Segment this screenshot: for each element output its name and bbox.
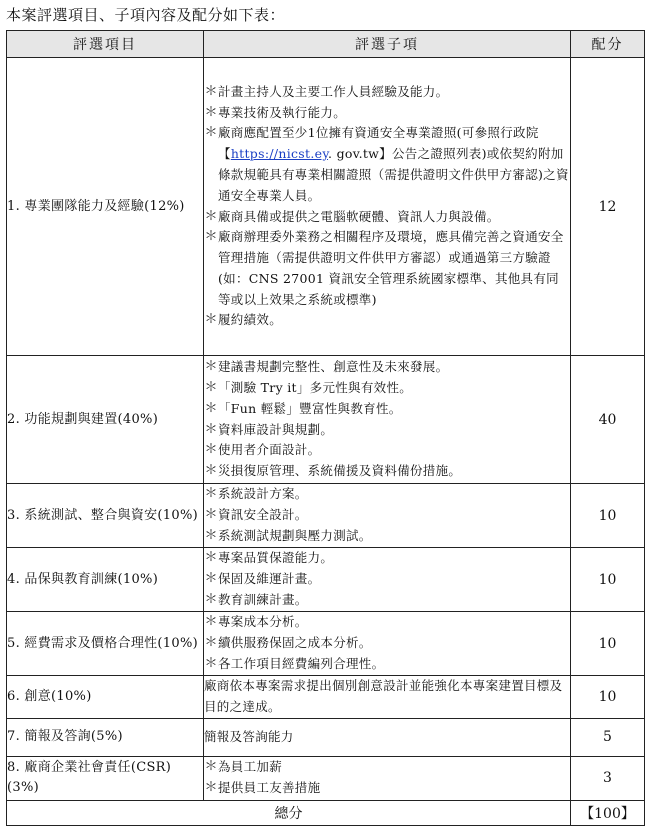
list-item: ＊ 使用者介面設計。	[204, 440, 570, 461]
score-value: 3	[571, 756, 645, 800]
bullet-icon: ＊	[204, 442, 218, 458]
table-row	[7, 612, 645, 676]
list-item: ＊ 建議書規劃完整性、創意性及未來發展。	[204, 357, 570, 378]
list-item	[204, 123, 570, 206]
table-row	[7, 58, 645, 356]
list-item: ＊ 資料庫設計與規劃。	[204, 420, 570, 441]
table-row	[7, 756, 645, 800]
bullet-icon: ＊	[204, 208, 218, 224]
list-item: ＊ 「Fun 輕鬆」豐富性與教育性。	[204, 399, 570, 420]
evaluation-item: 4. 品保與教育訓練(10%)	[7, 548, 204, 612]
bullet-icon: ＊	[204, 550, 218, 566]
total-score: 【100】	[571, 800, 645, 825]
list-item: ＊ 災損復原管理、系統備援及資料備份措施。	[204, 461, 570, 482]
list-item: ＊ 廠商具備或提供之電腦軟硬體、資訊人力與設備。	[204, 207, 570, 228]
subitem-list	[204, 484, 571, 548]
list-item: ＊ 專業技術及執行能力。	[204, 103, 570, 124]
list-item: ＊ 各工作項目經費編列合理性。	[204, 654, 570, 675]
score-value: 40	[571, 356, 645, 484]
header-item: 評選項目	[7, 31, 204, 58]
evaluation-item: 2. 功能規劃與建置(40%)	[7, 356, 204, 484]
list-item: ＊ 資訊安全設計。	[204, 505, 570, 526]
bullet-icon: ＊	[204, 591, 218, 607]
list-item: ＊ 履約績效。	[204, 310, 570, 331]
bullet-icon: ＊	[204, 759, 218, 775]
subitem-list	[204, 356, 571, 484]
total-row	[7, 800, 645, 825]
evaluation-item: 8. 廠商企業社會責任(CSR)(3%)	[7, 756, 204, 800]
list-item: ＊ 計畫主持人及主要工作人員經驗及能力。	[204, 82, 570, 103]
table-row	[7, 718, 645, 756]
list-item: ＊ 「測驗 Try it」多元性與有效性。	[204, 378, 570, 399]
header-score: 配分	[571, 31, 645, 58]
evaluation-item: 6. 創意(10%)	[7, 676, 204, 719]
subitem-list	[204, 548, 571, 612]
bullet-icon: ＊	[204, 400, 218, 416]
bullet-icon: ＊	[204, 379, 218, 395]
score-value: 10	[571, 676, 645, 719]
subitem-list	[204, 58, 571, 356]
header-subitems: 評選子項	[204, 31, 571, 58]
list-item: ＊ 專案品質保證能力。	[204, 548, 570, 569]
list-item: ＊ 系統設計方案。	[204, 484, 570, 505]
bullet-icon: ＊	[204, 780, 218, 796]
total-label: 總分	[7, 800, 571, 825]
list-item: ＊ 提供員工友善措施	[204, 778, 570, 799]
table-caption: 本案評選項目、子項內容及配分如下表：	[6, 6, 286, 24]
list-item: ＊ 系統測試規劃與壓力測試。	[204, 526, 570, 547]
list-item: ＊ 教育訓練計畫。	[204, 590, 570, 611]
evaluation-table	[6, 30, 645, 826]
bullet-icon: ＊	[204, 655, 218, 671]
bullet-icon: ＊	[204, 463, 218, 479]
bullet-icon: ＊	[204, 635, 218, 651]
evaluation-item: 3. 系統測試、整合與資安(10%)	[7, 484, 204, 548]
score-value: 10	[571, 612, 645, 676]
evaluation-item: 1. 專業團隊能力及經驗(12%)	[7, 58, 204, 356]
bullet-icon: ＊	[204, 486, 218, 502]
bullet-icon: ＊	[204, 421, 218, 437]
list-item: ＊ 續供服務保固之成本分析。	[204, 633, 570, 654]
bullet-icon: ＊	[204, 104, 218, 120]
cert-text-after: . gov.tw】公告之證照列表)或依契約附加條款規範具有專業相關證照（需提供證明文件供甲方審認)之資通安全專業人員。	[218, 146, 569, 203]
evaluation-item: 7. 簡報及答詢(5%)	[7, 718, 204, 756]
bullet-icon: ＊	[204, 571, 218, 587]
score-value: 10	[571, 548, 645, 612]
score-value: 12	[571, 58, 645, 356]
bullet-icon: ＊	[204, 83, 218, 99]
subitem-text: 簡報及答詢能力	[204, 718, 571, 756]
table-header-row	[7, 31, 645, 58]
nicst-link[interactable]: https://nicst.ey	[230, 146, 329, 162]
bullet-icon: ＊	[204, 125, 218, 141]
list-item: ＊ 為員工加薪	[204, 757, 570, 778]
list-item: ＊ 保固及維運計畫。	[204, 569, 570, 590]
score-value: 5	[571, 718, 645, 756]
score-value: 10	[571, 484, 645, 548]
table-row	[7, 484, 645, 548]
table-row	[7, 548, 645, 612]
evaluation-item: 5. 經費需求及價格合理性(10%)	[7, 612, 204, 676]
table-row	[7, 676, 645, 719]
bullet-icon: ＊	[204, 312, 218, 328]
cert-text-before: 廠商應配置至少1位擁有資通安全專業證照(可參照行政院【	[218, 125, 539, 162]
bullet-icon: ＊	[204, 527, 218, 543]
bullet-icon: ＊	[204, 614, 218, 630]
subitem-text: 廠商依本專案需求提出個別創意設計並能強化本專案建置目標及目的之達成。	[204, 676, 571, 719]
bullet-icon: ＊	[204, 359, 218, 375]
bullet-icon: ＊	[204, 507, 218, 523]
list-item: ＊ 廠商辦理委外業務之相關程序及環境，應具備完善之資通安全管理措施（需提供證明文件供甲方審認）或通過第三方驗證(如：CNS 27001 資訊安全管理系統國家標準、其他具有同等或以上效果之系統或標準)	[204, 229, 564, 307]
bullet-icon: ＊	[204, 229, 218, 245]
list-item: ＊ 專案成本分析。	[204, 612, 570, 633]
subitem-list	[204, 612, 571, 676]
table-row	[7, 356, 645, 484]
subitem-list	[204, 756, 571, 800]
